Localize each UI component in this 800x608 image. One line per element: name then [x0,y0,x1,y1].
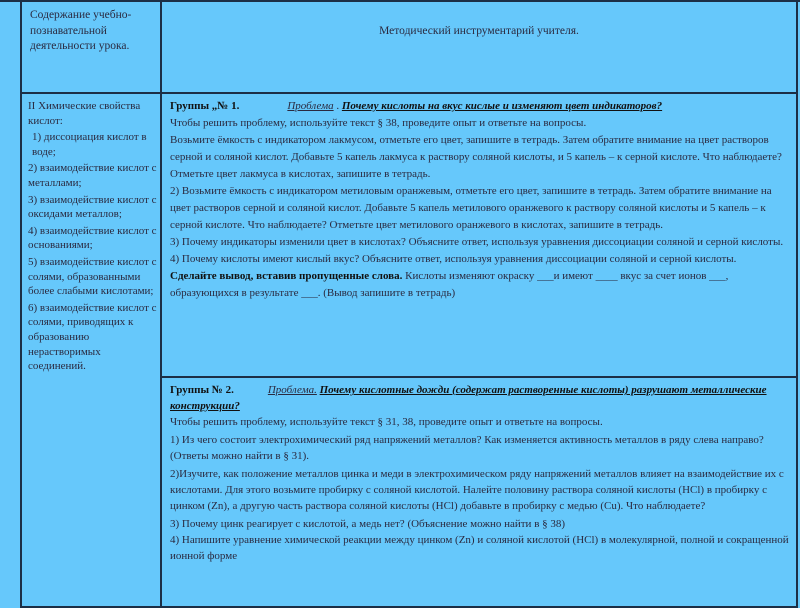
header-right-text: Методический инструментарий учителя. [379,25,579,37]
group1-problem-label: Проблема [287,100,334,112]
group2-problem-question: Почему кислотные дожди (содержат растворенные кислоты) разрушают металлические конструкции? [170,384,767,412]
header-right-cell [161,1,797,93]
topic-item: 4) взаимодействие кислот с основаниями; [28,224,157,252]
topics-title: II Химические свойства кислот: [28,100,141,127]
group1-title: Группы „№ 1. [170,100,240,112]
group2-cell [161,377,797,607]
group1-conclusion [170,268,790,302]
topic-item: 3) взаимодействие кислот с оксидами металлов; [28,193,157,221]
group1-cell [161,93,797,377]
header-row [21,1,797,93]
group2-problem-label: Проблема. [267,384,317,396]
group2-question-2: 2)Изучите, как положение металлов цинка и меди в электрохимическом ряду напряжений металлов влияет на взаимодействие их с кислотами. Для этого возьмите пробирку с соляной кислотой. Налейте половину раствора соляной кислоты (HCl) в пробирку с цинком (Zn), а другую часть раствора соляной кислоты (HCl) добавьте в пробирку с медью (Cu). Что наблюдаете? [170,468,784,512]
group2-intro: Чтобы решить проблему, используйте текст § 31, 38, проведите опыт и ответьте на вопросы. [170,416,603,428]
group1-question-3: 3) Почему индикаторы изменили цвет в кислотах? Объясните ответ, используя уравнения диссоциации соляной и серной кислоты. [170,236,784,248]
group1-question-4: 4) Почему кислоты имеют кислый вкус? Объясните ответ, используя уравнения диссоциации соляной и серной кислоты. [170,253,737,265]
group1-problem-question: Почему кислоты на вкус кислые и изменяют цвет индикаторов? [341,100,663,112]
header-left-text: Содержание учебно-познавательной деятельности урока. [30,9,132,52]
topic-item: 2) взаимодействие кислот с металлами; [28,162,157,189]
lesson-plan-table [20,0,798,608]
topics-cell [21,93,161,607]
topic-item: 1) диссоциация кислот в воде; [32,131,147,158]
group2-question-4: 4) Напишите уравнение химической реакции между цинком (Zn) и соляной кислотой (HCl) в молекулярной, полной и сокращенной ионной форме [170,534,789,562]
group1-conclusion-text: Кислоты изменяют окраску ___и имеют ____ вкус за счет ионов ___, образующихся в результате ___. (Вывод запишите в тетрадь) [170,270,729,299]
header-left-cell [21,1,161,93]
group2-heading [170,382,790,414]
group1-question-2: 2) Возьмите ёмкость с индикатором метиловым оранжевым, отметьте его цвет, запишите в тетрадь. Затем обратите внимание на цвет растворов серной и соляной кислот. Добавьте 5 капель метилового оранжевого к раствору соляной кислоты и 5 капель – к серной кислоте. Что наблюдаете? Отметьте цвет метилового оранжевого в кислотах, запишите в тетрадь. [170,185,772,231]
group1-heading [170,98,790,115]
group1-intro: Чтобы решить проблему, используйте текст § 38, проведите опыт и ответьте на вопросы. [170,117,587,129]
topic-item: 5) взаимодействие кислот с солями, образованными более слабыми кислотами; [28,255,157,298]
group2-question-1: 1) Из чего состоит электрохимический ряд напряжений металлов? Как изменяется активность металлов в ряду слева направо? (Ответы можно найти в § 31). [170,434,764,462]
group1-conclusion-label: Сделайте вывод, вставив пропущенные слова. [170,270,403,282]
group1-problem-sep: . [333,100,342,112]
group2-question-3: 3) Почему цинк реагирует с кислотой, а медь нет? (Объяснение можно найти в § 38) [170,518,566,530]
group2-title: Группы № 2. [170,384,234,396]
content-row-group1 [21,93,797,377]
topic-item: 6) взаимодействие кислот с солями, приводящих к образованию нерастворимых соединений. [28,301,157,373]
group1-question-1: Возьмите ёмкость с индикатором лакмусом, отметьте его цвет, запишите в тетрадь. Затем обратите внимание на цвет растворов серной и соляной кислот. Добавьте 5 капель лакмуса к раствору соляной кислоты, и 5 капель – к серной кислоте. Что наблюдаете? Отметьте цвет лакмуса в кислотах, запишите в тетрадь. [170,134,782,180]
